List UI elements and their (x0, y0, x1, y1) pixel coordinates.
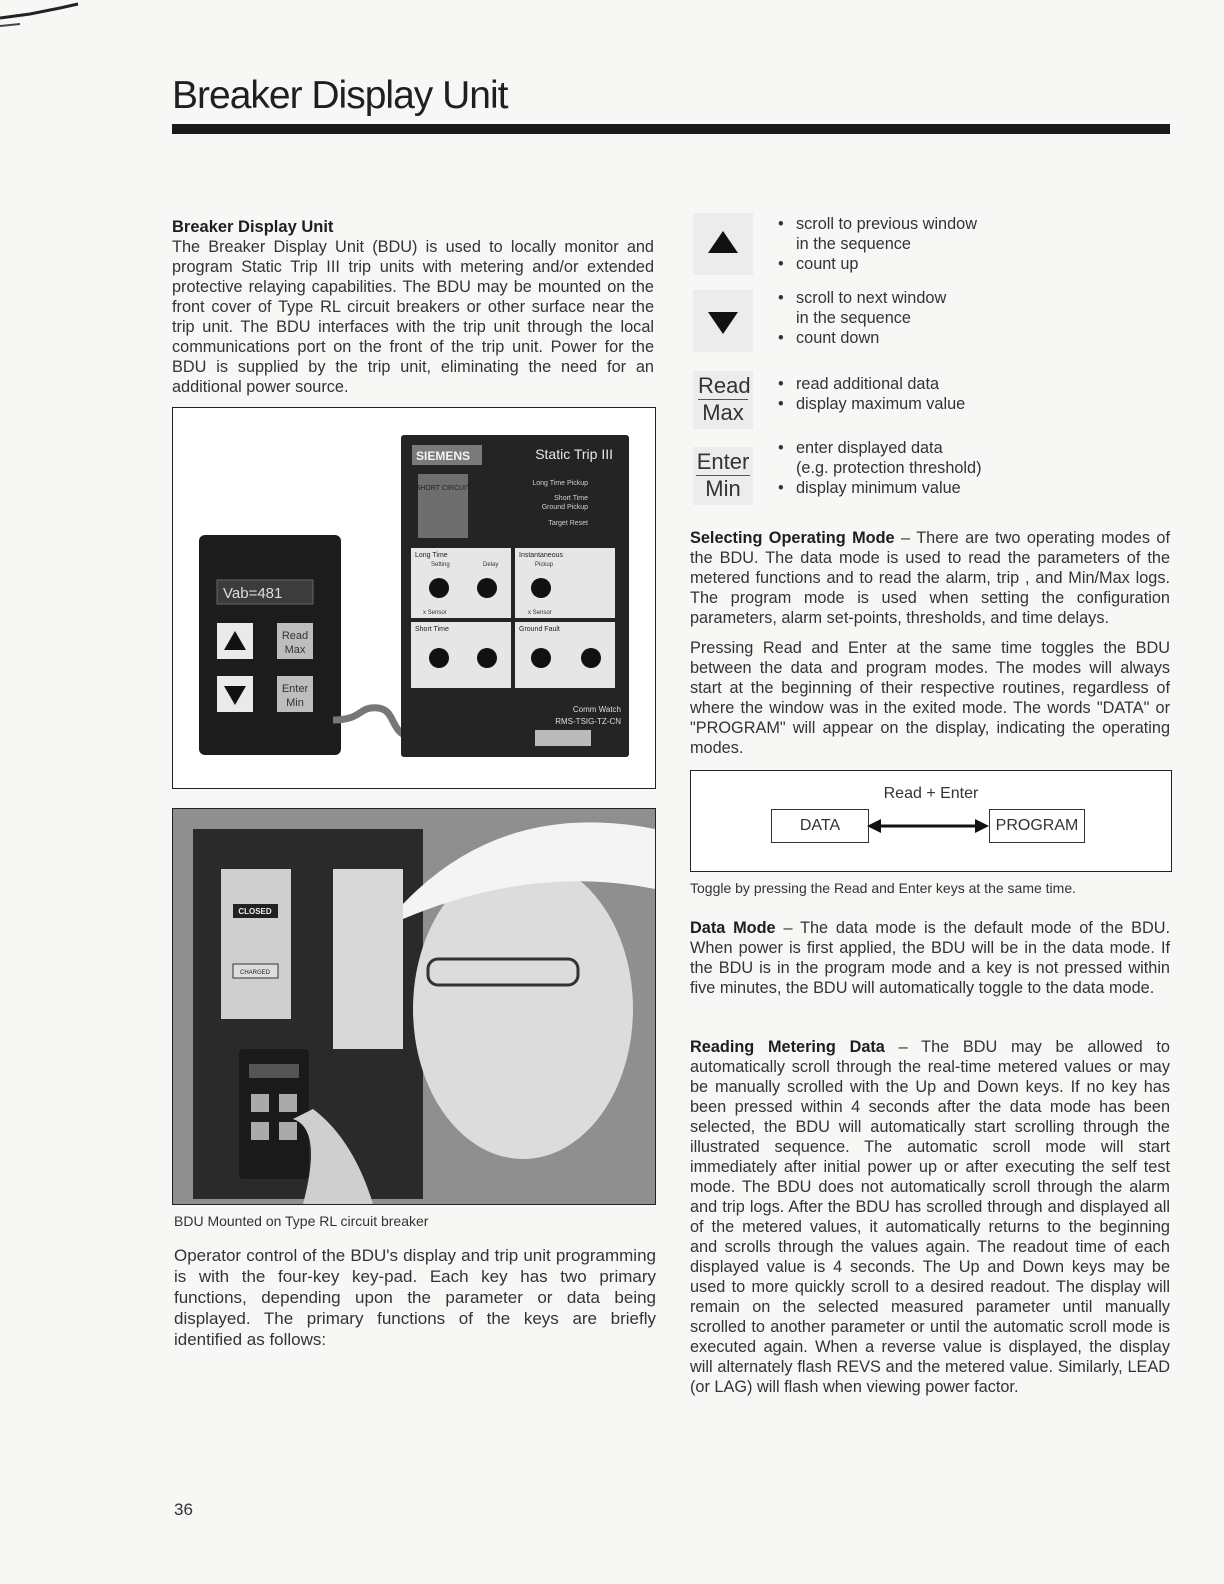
key-max-label: Max (702, 400, 744, 425)
breaker-face (333, 869, 403, 1049)
selecting-mode-paragraph: Selecting Operating Mode – There are two operating modes of the BDU. The data mode is used to read the parameters of the metered functions and to read the alarm, trip , and Min/Max logs. The program mode is used when setting the configuration parameters, alarm set-points, thresholds, and time delays. (690, 529, 1170, 627)
dial-st-delay (477, 648, 497, 668)
data-mode-box: DATA (771, 809, 869, 843)
bdu-read-label: Read (281, 630, 309, 642)
intro-heading: Breaker Display Unit (172, 218, 334, 236)
key-read-label: Read (698, 373, 751, 398)
bdu-enter-label: Enter (281, 683, 309, 695)
key-enter-label: Enter (696, 449, 750, 474)
breaker-panel (221, 869, 291, 1019)
ind-target-reset: Target Reset (548, 520, 588, 527)
operator-head (413, 859, 633, 1159)
panel-delay-label: Delay (483, 562, 499, 568)
page-title: Breaker Display Unit (172, 74, 508, 117)
list-item: • count up (778, 254, 977, 274)
key-read-max (693, 371, 753, 429)
dial-gf-delay (581, 648, 601, 668)
list-item-cont: in the sequence (796, 235, 911, 253)
closed-label-text: CLOSED (238, 907, 272, 916)
model-label: RMS-TSIG-TZ-CN (555, 717, 621, 726)
panel-setting-label: Setting (431, 562, 450, 568)
toggle-caption: Toggle by pressing the Read and Enter keys at the same time. (690, 880, 1076, 896)
siemens-logo-text: SIEMENS (416, 449, 471, 463)
photo-caption: BDU Mounted on Type RL circuit breaker (174, 1213, 429, 1229)
list-item: • scroll to previous window (778, 214, 977, 234)
reading-metering-paragraph: Reading Metering Data – The BDU may be allowed to automatically scroll through the real-time metered values or may be manually scrolled with the Up and Down keys. If no key has been pressed within 4 seconds after the data mode has been selected, the BDU will automatically start scrolling through the illustrated sequence. The automatic scroll mode will start immediately after initial power up or after executing the self test mode. The BDU does not automatically scroll through the alarm and trip logs. After the BDU has scrolled through and displayed all of the metered values, it automatically returns to the beginning and scrolls through the values again. The readout time of each displayed value is 4 seconds. The Up and Down keys may be used to more quickly scroll to a desired readout. The display will remain on the selected measured parameter until manually scrolled to another parameter or until the automatic scroll mode is executed again. When a reverse value is displayed, the display will alternately flash REVS and the metered value. Similarly, LEAD (or LAG) will flash when viewing power factor. (690, 1038, 1170, 1396)
panel-instantaneous-label: Instantaneous (519, 552, 563, 559)
short-circuit-text: SHORT CIRCUIT (415, 485, 471, 492)
toggle-diagram (690, 770, 1172, 872)
comm-watch-label: Comm Watch (572, 705, 621, 714)
toggle-arrow-icon (867, 809, 989, 843)
data-mode-heading: Data Mode (690, 919, 776, 937)
figure-bdu-trip-unit (172, 407, 656, 789)
data-mode-paragraph: Data Mode – The data mode is the default mode of the BDU. When power is first applied, the BDU will be in the data mode. If the BDU is in the program mode and a key is not pressed within five minutes, the BDU will automatically toggle to the data mode. (690, 919, 1170, 997)
down-arrow-icon (708, 312, 738, 334)
list-item: • scroll to next window (778, 288, 946, 308)
key-min-label: Min (705, 476, 741, 501)
bdu-min-label: Min (286, 697, 304, 709)
dial-lt-delay (477, 578, 497, 598)
panel-short-time-label: Short Time (415, 626, 449, 633)
ind-short-time: Short Time (554, 495, 588, 502)
data-mode-text: The data mode is the default mode of the BDU. When power is first applied, the BDU will be in the data mode. If the BDU is in the program mode and a key is not pressed within five minutes, the BDU will automatically toggle to the data mode. (690, 919, 1170, 997)
dial-inst-pickup (531, 578, 551, 598)
program-mode-box: PROGRAM (989, 809, 1085, 843)
reading-metering-heading: Reading Metering Data (690, 1038, 885, 1056)
ind-long-time-pickup: Long Time Pickup (532, 480, 588, 487)
panel-x-sensor-2: x Sensor (528, 610, 552, 616)
key-read-bullets (778, 374, 965, 414)
charged-label-text: CHARGED (239, 970, 271, 976)
dial-lt-setting (429, 578, 449, 598)
bdu-display-text: Vab=481 (223, 585, 283, 602)
comm-port (535, 730, 591, 746)
key-down (693, 290, 753, 352)
list-item-cont: (e.g. protection threshold) (796, 459, 982, 477)
panel-x-sensor-1: x Sensor (423, 610, 447, 616)
operator-paragraph: Operator control of the BDU's display and trip unit programming is with the four-key key-pad. Each key has two primary functions, depending upon the parameter or data being displayed. The primary functions of the keys are briefly identified as follows: (174, 1246, 656, 1349)
panel-pickup-label: Pickup (535, 562, 554, 568)
list-item-cont: in the sequence (796, 309, 911, 327)
key-enter-bullets (778, 438, 982, 498)
ind-ground-pickup: Ground Pickup (541, 504, 588, 511)
key-up (693, 213, 753, 275)
list-item: • count down (778, 328, 946, 348)
dial-gf-pickup (531, 648, 551, 668)
photo-bdu-display (249, 1064, 299, 1078)
short-circuit-window (418, 474, 468, 538)
scan-artifact (0, 0, 80, 40)
trip-unit-title: Static Trip III (535, 446, 613, 462)
selecting-mode-heading: Selecting Operating Mode (690, 529, 895, 547)
up-arrow-icon (708, 231, 738, 253)
list-item: • enter displayed data (778, 438, 982, 458)
bdu-max-label: Max (284, 644, 306, 656)
key-down-bullets (778, 288, 946, 348)
list-item: • display maximum value (778, 394, 965, 414)
panel-ground-fault-label: Ground Fault (519, 626, 560, 633)
dial-st-pickup (429, 648, 449, 668)
toggle-label: Read + Enter (883, 785, 979, 802)
title-rule (172, 124, 1170, 134)
key-enter-min (693, 447, 753, 505)
panel-long-time-label: Long Time (415, 552, 448, 559)
figure-photo (172, 808, 656, 1205)
reading-metering-text: The BDU may be allowed to automatically scroll through the real-time metered values or may be manually scrolled with the Up and Down keys. If no key has been pressed within 4 seconds after the data mode has been selected, the BDU will automatically start scrolling through the illustrated sequence. The automatic scroll mode will start immediately after initial power up or after executing the self test mode. The BDU does not automatically scroll through the alarm and trip logs. After the BDU has scrolled through and displayed all of the metered values, it automatically returns to the beginning and scrolls through the values again. The readout time of each displayed value is 4 seconds. The Up and Down keys may be used to more quickly scroll to a desired readout. The display will remain on the selected measured parameter until manually scrolled to another parameter or until the automatic scroll mode is executed again. When a reverse value is displayed, the display will alternately flash REVS and the metered value. Similarly, LEAD (or LAG) will flash when viewing power factor. (690, 1038, 1170, 1396)
list-item: • display minimum value (778, 478, 982, 498)
list-item: • read additional data (778, 374, 965, 394)
selecting-mode-text: There are two operating modes of the BDU. The data mode is used to read the parameters of the metered functions and to read the alarm, trip , and Min/Max logs. The program mode is used when setting the configuration parameters, alarm set-points, thresholds, and time delays. (690, 529, 1170, 627)
intro-paragraph: The Breaker Display Unit (BDU) is used to locally monitor and program Static Trip III trip units with metering and/or extended protective relaying capabilities. The BDU may be mounted on the front cover of Type RL circuit breakers or other surface near the trip unit. The BDU interfaces with the trip unit through the local communications port on the front of the trip unit. Power for the BDU is supplied by the trip unit, eliminating the need for an additional power source. (172, 238, 654, 396)
selecting-mode-paragraph-2: Pressing Read and Enter at the same time toggles the BDU between the data and program modes. The modes will always start at the beginning of their respective routines, regardless of where the window was in the exited mode. The words "DATA" or "PROGRAM" will appear on the display, indicating the operating modes. (690, 639, 1170, 757)
key-up-bullets (778, 214, 977, 274)
page-number: 36 (174, 1500, 193, 1519)
